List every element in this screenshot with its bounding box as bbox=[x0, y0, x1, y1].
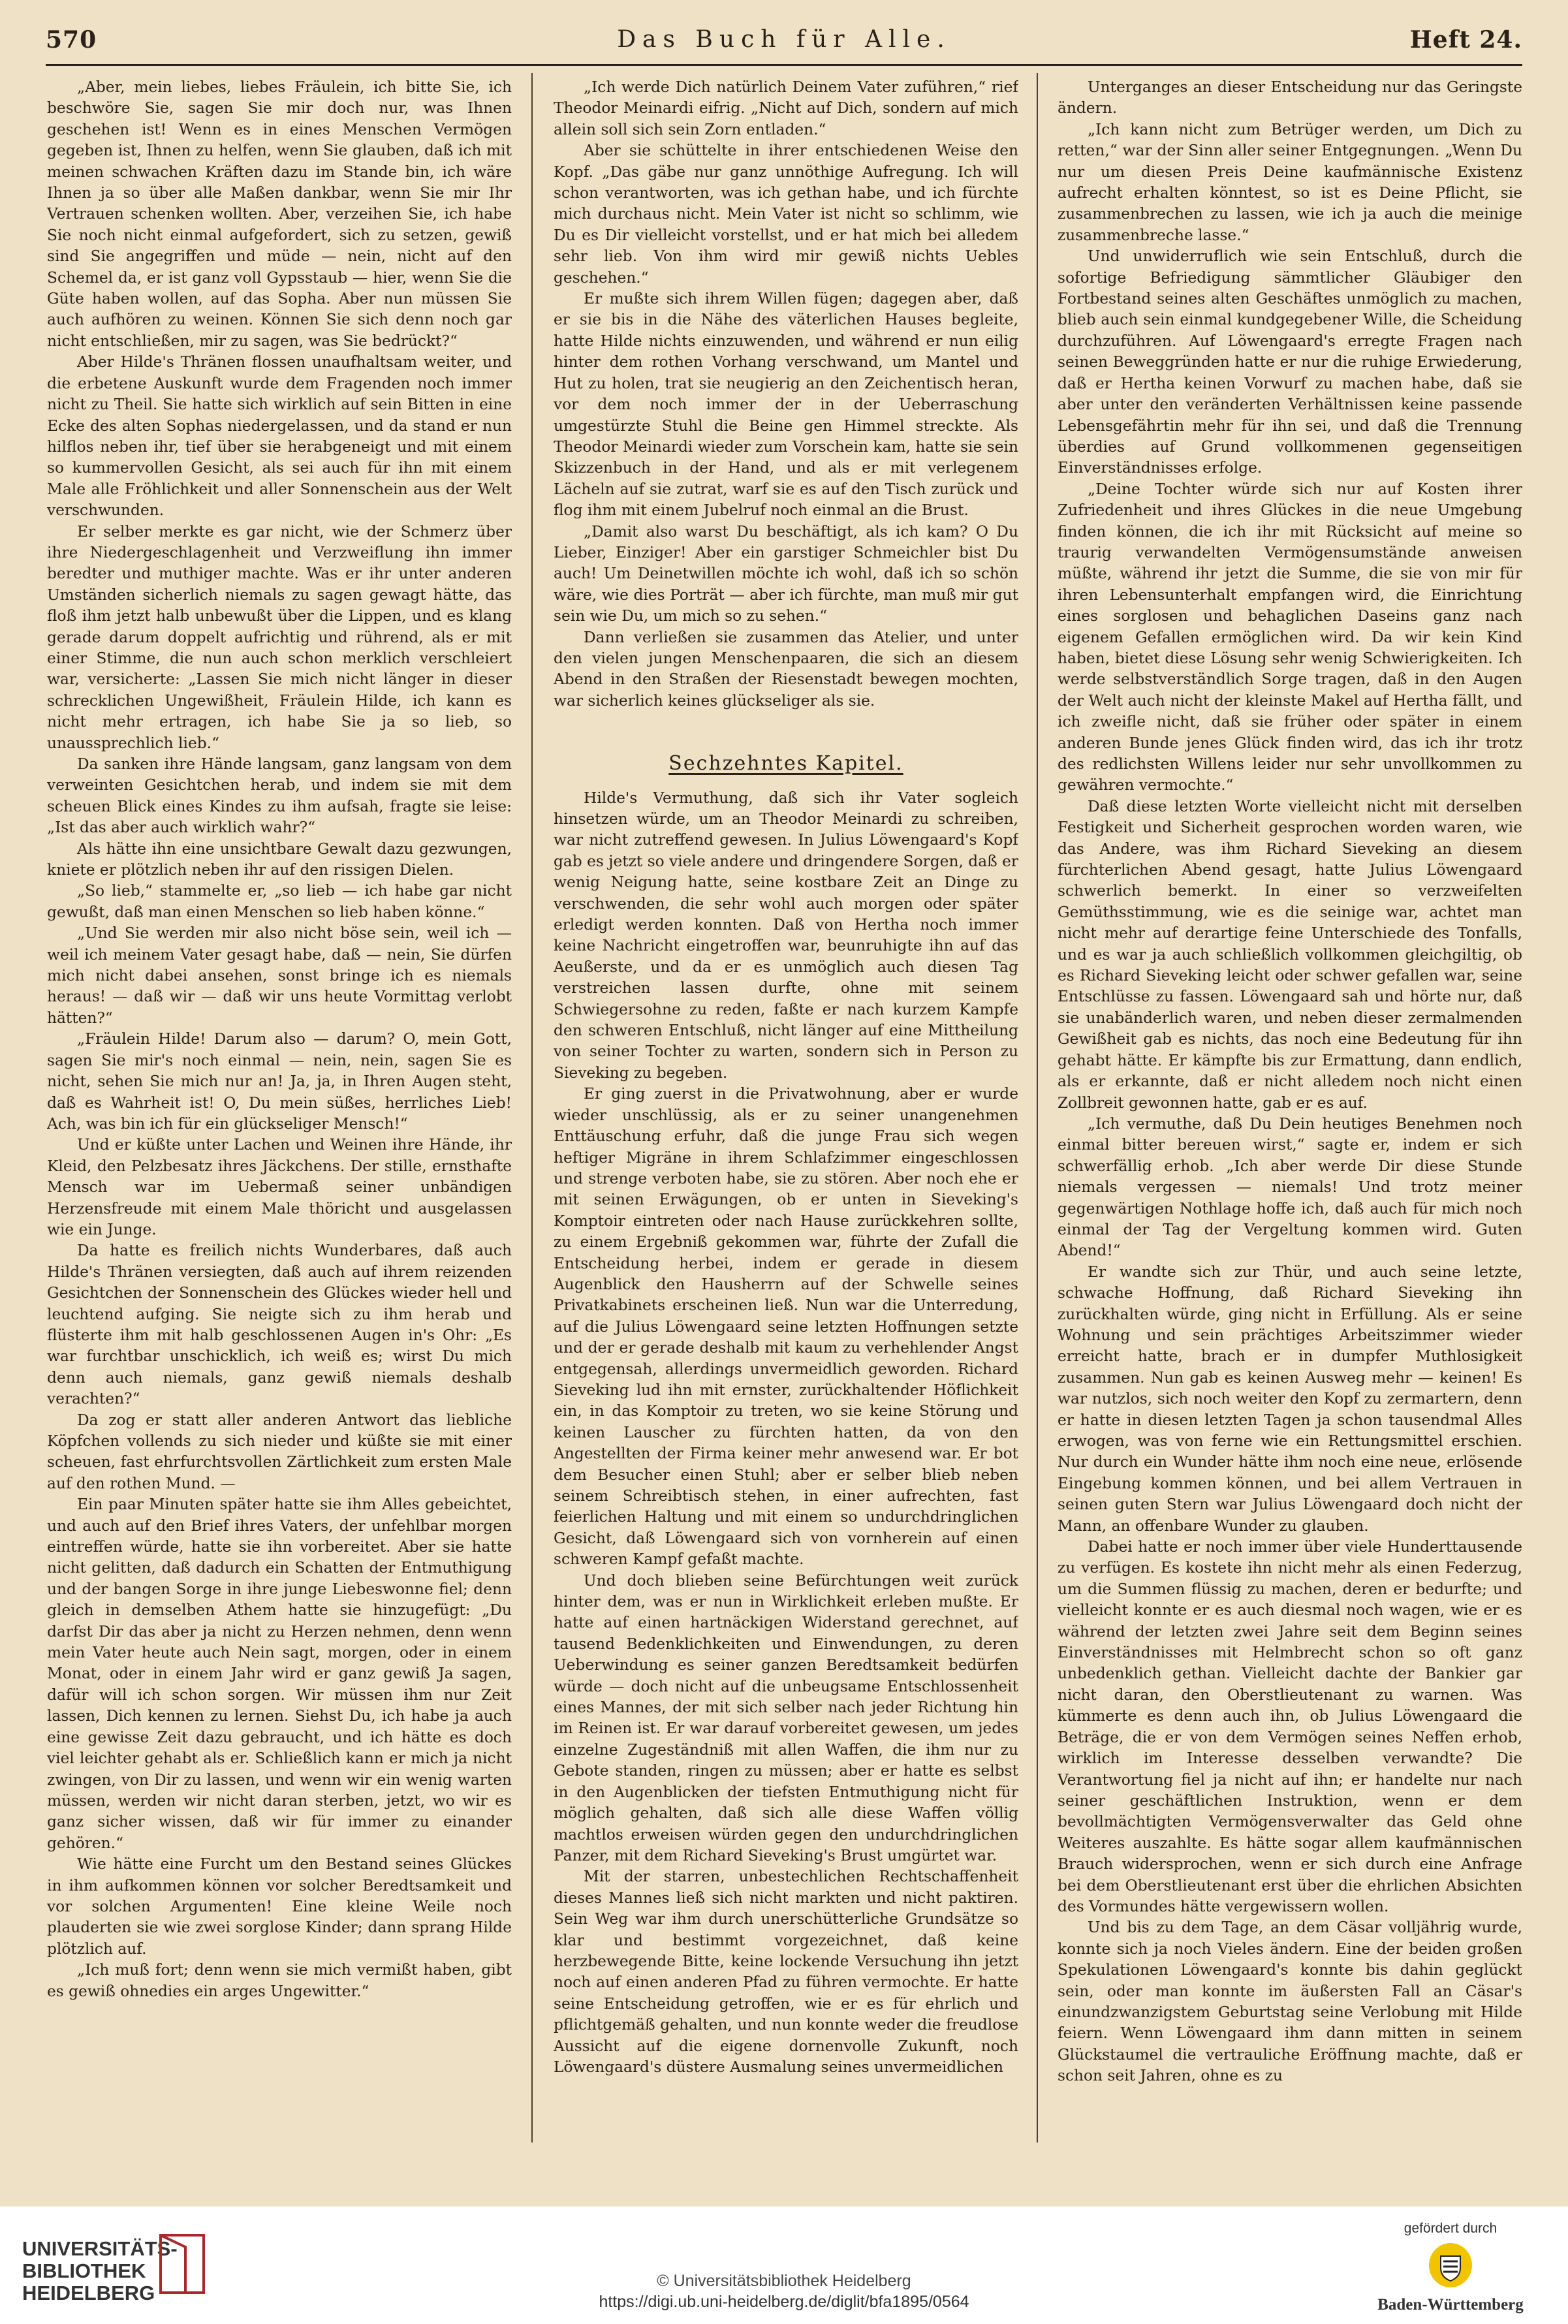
baden-wuerttemberg-coat-of-arms-icon bbox=[1428, 2242, 1473, 2289]
issue-label: Heft 24. bbox=[1409, 26, 1522, 54]
column-2-bottom bbox=[554, 788, 1018, 2079]
text-column-1 bbox=[47, 77, 512, 2146]
paragraph: Er wandte sich zur Thür, und auch seine letzte, schwache Hoffnung, daß Richard Sieveking ihn zurückhalten würde, ging nicht in Erfüllung. Als er seine Wohnung und sein prächtiges Arbeitszimmer wieder erreicht hatte, brach er in dumpfer Muthlosigkeit zusammen. Nun gab es keinen Ausweg mehr — keinen! Es war nutzlos, sich noch weiter den Kopf zu zermartern, denn er hatte in diesen letzten Tagen ja schon tausendmal Alles erwogen, was von ferne wie ein Rettungsmittel erschien. Nur durch ein Wunder hätte ihm noch eine neue, erlösende Eingebung kommen können, und bei allem Vertrauen in seinen guten Stern war Julius Löwengaard doch nicht der Mann, an offenbare Wunder zu glauben. bbox=[1058, 1263, 1522, 1535]
chapter-heading: Sechzehntes Kapitel. bbox=[668, 752, 903, 776]
paragraph: Aber sie schüttelte in ihrer entschiedenen Weise den Kopf. „Das gäbe nur ganz unnöthige Aufregung. Ich will schon verantworten, was ich gethan habe, und ich fürchte mich durchaus nicht. Mein Vater ist nicht so schlimm, wie Du es Dir vielleicht vorstellst, und er hat mich bei alledem sehr lieb. Von ihm wird mir gewiß nichts Uebles geschehen.“ bbox=[554, 142, 1018, 287]
paragraph: Und er küßte unter Lachen und Weinen ihre Hände, ihr Kleid, den Pelzbesatz ihres Jäckchens. Der stille, ernsthafte Mensch war im Uebermaß seiner unbändigen Herzensfreude mit einem Male thöricht und ausgelassen wie ein Junge. bbox=[47, 1136, 512, 1238]
journal-title: Das Buch für Alle. bbox=[617, 26, 951, 53]
paragraph: Da zog er statt aller anderen Antwort das liebliche Köpfchen vollends zu sich nieder und küßte sie mit einer scheuen, fast ehrfurchtsvollen Zärtlichkeit zum ersten Male auf den rothen Mund. — bbox=[47, 1411, 512, 1492]
paragraph: „Ich kann nicht zum Betrüger werden, um Dich zu retten,“ war der Sinn aller seiner Entgegnungen. „Wenn Du nur um diesen Preis Deine kaufmännische Existenz aufrecht erhalten könntest, so ist es Deine Pflicht, sie zusammenbrechen zu lassen, wie ich ja auch die meinige zusammenbreche lasse.“ bbox=[1058, 120, 1522, 244]
paragraph: „Fräulein Hilde! Darum also — darum? O, mein Gott, sagen Sie mir's noch einmal — nein, nein, sagen Sie es nicht, sehen Sie mich nur an! Ja, ja, in Ihren Augen steht, daß es Wahrheit ist! O, Du mein süßes, herrliches Lieb! Ach, was bin ich für ein glückseliger Mensch!“ bbox=[47, 1030, 512, 1133]
credit-block bbox=[0, 2270, 1568, 2312]
paragraph: „Deine Tochter würde sich nur auf Kosten ihrer Zufriedenheit und ihres Glückes in die neue Umgebung finden können, die ich ihr mit Rücksicht auf meine so traurig verwandelten Vermögensumstände anweisen müßte, während ihr jetzt die Summe, die sie von mir für ihren Lebensunterhalt empfangen wird, die Einrichtung eines sorglosen und behaglichen Daseins ganz nach eigenem Gefallen ermöglichen wird. Da wir kein Kind haben, bietet diese Lösung sehr wenig Schwierigkeiten. Ich werde selbstverständlich Sorge tragen, daß in den Augen der Welt auch nicht der kleinste Makel auf Hertha fällt, und ich zweifle nicht, daß sie früher oder später in einem anderen Bunde jenes Glück finden wird, das ich ihr trotz des redlichsten Willens leider nur sehr unvollkommen zu gewähren vermochte.“ bbox=[1058, 480, 1522, 794]
paragraph: „Damit also warst Du beschäftigt, als ich kam? O Du Lieber, Einziger! Aber ein garstiger Schmeichler bist Du auch! Um Deinetwillen möchte ich wohl, daß ich so schön wäre, wie dies Porträt — aber ich fürchte, man muß mir gut sein wie Du, um mich so zu sehen.“ bbox=[554, 522, 1018, 625]
paragraph: Und bis zu dem Tage, an dem Cäsar volljährig wurde, konnte sich ja noch Vieles ändern. Eine der beiden großen Spekulationen Löwengaard's konnte bis dahin geglückt sein, oder man konnte im äußersten Fall an Cäsar's einundzwanzigstem Geburtstag seine Verlobung mit Hilde feiern. Wenn Löwengaard ihm dann mitten in seinem Glückstaumel die vertrauliche Eröffnung machte, daß er schon seit Jahren, ohne es zu bbox=[1058, 1919, 1522, 2085]
text-column-2 bbox=[554, 77, 1018, 2146]
page-number: 570 bbox=[46, 26, 97, 54]
paragraph: Er selber merkte es gar nicht, wie der Schmerz über ihre Niedergeschlagenheit und Verzweiflung ihn immer beredter und muthiger machte. Was er ihr unter anderen Umständen sicherlich niemals zu sagen gewagt hätte, das floß ihm jetzt halb unbewußt über die Lippen, und es klang gerade darum doppelt aufrichtig und rührend, als er mit einer Stimme, die nun auch schon merklich verschleiert war, versicherte: „Lassen Sie mich nicht länger in dieser schrecklichen Ungewißheit, Fräulein Hilde, ich kann es nicht mehr ertragen, ich habe Sie ja so lieb, so unaussprechlich lieb.“ bbox=[47, 522, 512, 752]
paragraph: Da hatte es freilich nichts Wunderbares, daß auch Hilde's Thränen versiegten, daß auch auf ihrem reizenden Gesichtchen der Sonnenschein des Glückes wieder hell und leuchtend aufging. Sie neigte sich zu ihm herab und flüsterte ihm mit halb geschlossenen Augen in's Ohr: „Es war furchtbar unschicklich, ich weiß es; wirst Du mich denn auch niemals, ganz gewiß niemals deshalb verachten?“ bbox=[47, 1242, 512, 1408]
paragraph: Und doch blieben seine Befürchtungen weit zurück hinter dem, was er nun in Wirklichkeit erleben mußte. Er hatte auf einen hartnäckigen Widerstand gerechnet, auf tausend Bedenklichkeiten und Einwendungen, zu deren Ueberwindung es seiner ganzen Beredtsamkeit bedürfen würde — doch nicht auf die unbeugsame Entschlossenheit eines Mannes, der mit sich selber nach jeder Richtung hin im Reinen ist. Er war darauf vorbereitet gewesen, um jedes einzelne Zugeständniß mit allen Waffen, die ihm nur zu Gebote standen, ringen zu müssen; aber er hatte es selbst in den Augenblicken der tiefsten Entmuthigung nicht für möglich gehalten, daß sich alle diese Waffen völlig machtlos erweisen würden gegen den undurchdringlichen Panzer, mit dem Richard Sieveking's Brust umgürtet war. bbox=[554, 1571, 1018, 1864]
copyright-text: © Universitätsbibliothek Heidelberg bbox=[657, 2272, 911, 2290]
paragraph: Er mußte sich ihrem Willen fügen; dagegen aber, daß er sie bis in die Nähe des väterlichen Hauses begleite, hatte Hilde nichts einzuwenden, und während er nun eilig hinter dem rothen Vorhang verschwand, um Mantel und Hut zu holen, trat sie neugierig an den Zeichentisch heran, vor dem noch immer der in der Ueberraschung umgestürzte Stuhl die Beine gen Himmel streckte. Als Theodor Meinardi wieder zum Vorschein kam, hatte sie sein Skizzenbuch in der Hand, und als er mit verlegenem Lächeln auf sie zutrat, warf sie es auf den Tisch zurück und flog ihm mit einem Jubelruf noch einmal an die Brust. bbox=[554, 290, 1018, 520]
paragraph: Mit der starren, unbestechlichen Rechtschaffenheit dieses Mannes ließ sich nicht markten und nicht paktiren. Sein Weg war ihm durch unerschütterliche Grundsätze so klar und bestimmt vorgezeichnet, daß keine herzbewegende Bitte, keine lockende Versuchung ihn jetzt noch auf einen anderen Pfad zu führen vermochte. Er hatte seine Entscheidung getroffen, wie er es für ehrlich und pflichtgemäß gehalten, und nun konnte weder die freudlose Aussicht auf die eigene dornenvolle Zukunft, noch Löwengaard's düstere Ausmalung seines unvermeidlichen bbox=[554, 1868, 1018, 2076]
column-rule-1 bbox=[531, 73, 533, 2143]
paragraph: Wie hätte eine Furcht um den Bestand seines Glückes in ihm aufkommen können vor solcher Beredtsamkeit und vor solchen Argumenten! Eine kleine Weile noch plauderten sie wie zwei sorglose Kinder; dann sprang Hilde plötzlich auf. bbox=[47, 1855, 512, 1958]
paragraph: Dann verließen sie zusammen das Atelier, und unter den vielen jungen Menschenpaaren, die sich an diesem Abend in den Straßen der Riesenstadt bewegen mochten, war sicherlich keines glückseliger als sie. bbox=[554, 628, 1018, 710]
library-name: UNIVERSITÄTS- BIBLIOTHEK HEIDELBERG bbox=[22, 2237, 178, 2304]
state-name: Baden-Württemberg bbox=[1377, 2296, 1524, 2314]
paragraph: „Ich werde Dich natürlich Deinem Vater zuführen,“ rief Theodor Meinardi eifrig. „Nicht auf Dich, sondern auf mich allein soll sich sein Zorn entladen.“ bbox=[554, 78, 1018, 138]
paragraph: „Aber, mein liebes, liebes Fräulein, ich bitte Sie, ich beschwöre Sie, sagen Sie mir doch nur, was Ihnen geschehen ist! Wenn es in eines Menschen Vermögen gegeben ist, Ihnen zu helfen, wenn Sie glauben, daß ich mit meinen schwachen Kräften dazu im Stande bin, ich wäre Ihnen ja so über alle Maßen dankbar, wenn Sie mir Ihr Vertrauen schenken wollten. Aber, verzeihen Sie, ich habe Sie noch nicht einmal aufgefordert, sich zu setzen, gewiß sind Sie angegriffen und müde — nein, nicht auf den Schemel da, er ist ganz voll Gypsstaub — hier, wenn Sie die Güte haben wollen, auf das Sopha. Aber nun müssen Sie auch aufhören zu weinen. Können Sie sich denn noch gar nicht entschließen, mir zu sagen, was Sie bedrückt?“ bbox=[47, 78, 512, 350]
paragraph: Unterganges an dieser Entscheidung nur das Geringste ändern. bbox=[1058, 78, 1522, 118]
column-rule-2 bbox=[1037, 73, 1038, 2143]
funded-by-label: gefördert durch bbox=[1403, 2221, 1497, 2236]
paragraph: „Ich muß fort; denn wenn sie mich vermißt haben, gibt es gewiß ohnedies ein arges Ungewitter.“ bbox=[47, 1961, 512, 2000]
paragraph: Ein paar Minuten später hatte sie ihm Alles gebeichtet, und auch auf den Brief ihres Vaters, der unfehlbar morgen eintreffen würde, hatte sie ihn vorbereitet. Aber sie hatte nicht gelitten, daß dadurch ein Schatten der Entmuthigung und der bangen Sorge in ihre junge Liebeswonne fiel; denn gleich in demselben Athem hatte sie hinzugefügt: „Du darfst Dir das aber ja nicht zu Herzen nehmen, denn wenn mein Vater heute auch Nein sagt, morgen, oder in einem Monat, oder in einem Jahr wird er ganz gewiß Ja sagen, dafür will ich schon sorgen. Wir müssen ihm nur Zeit lassen, Dich kennen zu lernen. Siehst Du, ich habe ja auch eine gewisse Zeit dazu gebraucht, und ich hätte es doch viel leichter gehabt als er. Schließlich kann er mich ja nicht zwingen, von Dir zu lassen, und wenn wir ein wenig warten müssen, werden wir nicht daran sterben, jetzt, wo wir es ganz sicher wissen, daß wir für immer zu einander gehören.“ bbox=[47, 1496, 512, 1852]
text-column-3 bbox=[1058, 77, 1522, 2146]
source-url-link[interactable]: https://digi.ub.uni-heidelberg.de/diglit/bfa1895/0564 bbox=[599, 2293, 969, 2311]
paragraph: Aber Hilde's Thränen flossen unaufhaltsam weiter, und die erbetene Auskunft wurde dem Fragenden noch immer nicht zu Theil. Sie hatte sich wirklich auf sein Bitten in eine Ecke des alten Sophas niedergelassen, und da stand er nun hilflos neben ihr, tief über sie herabgeneigt und mit einem so kummervollen Gesicht, als sei auch für ihn mit einem Male alle Fröhlichkeit und aller Sonnenschein aus der Welt verschwunden. bbox=[47, 353, 512, 520]
paragraph: „Und Sie werden mir also nicht böse sein, weil ich — weil ich meinem Vater gesagt habe, daß — nein, Sie dürfen mich nicht dabei ansehen, sonst bringe ich es niemals heraus! — daß wir — daß wir uns heute Vormittag verlobt hätten?“ bbox=[47, 924, 512, 1027]
column-2-top bbox=[554, 77, 1018, 712]
paragraph: Und unwiderruflich wie sein Entschluß, durch die sofortige Befriedigung sämmtlicher Gläubiger den Fortbestand seines alten Geschäftes unmöglich zu machen, blieb auch sein einmal kundgegebener Wille, die Scheidung durchzuführen. Auf Löwengaard's erregte Fragen nach seinen Beweggründen hatte er nur die ruhige Erwiederung, daß er Hertha keinen Vorwurf zu machen habe, daß sie aber unter den veränderten Verhältnissen keine passende Lebensgefährtin mehr für ihn sei, und daß die Trennung überdies auf Grund vollkommenen gegenseitigen Einverständnisses erfolge. bbox=[1058, 247, 1522, 477]
digitization-footer bbox=[0, 2206, 1568, 2324]
paragraph: Dabei hatte er noch immer über viele Hunderttausende zu verfügen. Es kostete ihn nicht mehr als einen Federzug, um die Summen flüssig zu machen, deren er bedurfte; und vielleicht konnte er es auch diesmal noch wagen, wie er es während der letzten zwei Jahre seit dem Beginn seines Einverständnisses mit Helmbrecht schon so oft ganz unbedenklich gethan. Vielleicht dachte der Bankier gar nicht daran, den Oberstlieutenant zu warnen. Was kümmerte es denn auch ihn, ob Julius Löwengaard die Beträge, die er von dem Vermögen seines Neffen erhob, wirklich im Interesse desselben verwandte? Die Verantwortung fiel ja nicht auf ihn; er handelte nur nach seiner geschäftlichen Instruktion, wenn er dem bevollmächtigten Vermögensverwalter das Geld ohne Weiteres auszahlte. Es hätte sogar allem kaufmännischen Brauch widersprochen, wenn er sich durch eine Anfrage bei dem Oberstlieutenant erst über die ehrlichen Absichten des Vormundes hätte vergewissern wollen. bbox=[1058, 1538, 1522, 1915]
paragraph: „So lieb,“ stammelte er, „so lieb — ich habe gar nicht gewußt, daß man einen Menschen so lieb haben könne.“ bbox=[47, 882, 512, 921]
paragraph: Daß diese letzten Worte vielleicht nicht mit derselben Festigkeit und Sicherheit gesprochen worden waren, wie das Andere, was ihm Richard Sieveking an diesem fürchterlichen Abend gesagt, hatte Julius Löwengaard schwerlich bemerkt. In einer so verzweifelten Gemüthsstimmung, wie es die seinige war, achtet man nicht mehr auf derartige feine Unterschiede des Tonfalls, und es war ja auch schließlich vollkommen gleichgiltig, ob es Richard Sieveking leicht oder schwer gefallen war, seine Entschlüsse zu fassen. Löwengaard sah und hörte nur, daß sie unabänderlich waren, und neben dieser zermalmenden Gewißheit gab es nichts, das noch eine Bedeutung für ihn gehabt hätte. Er kämpfte bis zur Ermattung, dann endlich, als er erkannte, daß er nicht alledem noch nicht einen Zollbreit gewonnen hatte, gab er es auf. bbox=[1058, 797, 1522, 1112]
paragraph: Als hätte ihn eine unsichtbare Gewalt dazu gezwungen, kniete er plötzlich neben ihr auf den rissigen Dielen. bbox=[47, 840, 512, 879]
paragraph: „Ich vermuthe, daß Du Dein heutiges Benehmen noch einmal bitter bereuen wirst,“ sagte er, indem er sich schwerfällig erhob. „Ich aber werde Dir diese Stunde niemals vergessen — niemals! Und trotz meiner gegenwärtigen Nothlage hoffe ich, daß auch für mich noch einmal der Tag der Vergeltung kommen wird. Guten Abend!“ bbox=[1058, 1114, 1522, 1260]
funder-block bbox=[1372, 2221, 1529, 2314]
paragraph: Er ging zuerst in die Privatwohnung, aber er wurde wieder unschlüssig, als er zu seiner unangenehmen Enttäuschung erfuhr, daß die junge Frau sich wegen heftiger Migräne in ihrem Schlafzimmer eingeschlossen und strenge verboten habe, sie zu stören. Aber noch ehe er mit seinen Erwägungen, ob er unten in Sieveking's Komptoir eintreten oder nach Hause zurückkehren sollte, zu einem Ergebniß gekommen war, führte der Zufall die Entscheidung herbei, indem er gerade in diesem Augenblick den Hausherrn auf der Schwelle seines Privatkabinets erscheinen ließ. Nun war die Unterredung, auf die Julius Löwengaard seine letzten Hoffnungen setzte und der er gerade deshalb mit kaum zu verhehlender Angst entgegensah, allerdings unvermeidlich geworden. Richard Sieveking lud ihn mit ernster, zurückhaltender Höflichkeit ein, in das Komptoir zu treten, wo sie keine Störung und keinen Lauscher zu fürchten hatten, da von den Angestellten der Firma keiner mehr anwesend war. Er bot dem Besucher einen Stuhl; aber er selber blieb neben seinem Schreibtisch stehen, in einer aufrechten, fast feierlichen Haltung und mit einem so undurchdringlichen Gesicht, daß Löwengaard sich von vornherein auf einen schweren Kampf gefaßt machte. bbox=[554, 1085, 1018, 1569]
header-rule bbox=[46, 64, 1522, 66]
paragraph: Hilde's Vermuthung, daß sich ihr Vater sogleich hinsetzen würde, um an Theodor Meinardi zu schreiben, war nicht zutreffend gewesen. In Julius Löwengaard's Kopf gab es jetzt so viele andere und dringendere Sorgen, daß er wenig Neigung hatte, seine kostbare Zeit an Dinge zu verschwenden, die sehr wohl auch morgen oder später erledigt werden konnten. Daß von Hertha noch immer keine Nachricht eingetroffen war, beunruhigte ihn auf das Aeußerste, und da er es unmöglich auch diesen Tag verstreichen lassen durfte, ohne mit seinem Schwiegersohne zu reden, faßte er nach kurzem Kampfe den schweren Entschluß, nicht länger auf eine Mittheilung von seiner Tochter zu warten, sondern sich in Person zu Sieveking zu begeben. bbox=[554, 789, 1018, 1082]
paragraph: Da sanken ihre Hände langsam, ganz langsam von dem verweinten Gesichtchen herab, und indem sie mit dem scheuen Blick eines Kindes zu ihm aufsah, fragte sie leise: „Ist das aber auch wirklich wahr?“ bbox=[47, 755, 512, 837]
